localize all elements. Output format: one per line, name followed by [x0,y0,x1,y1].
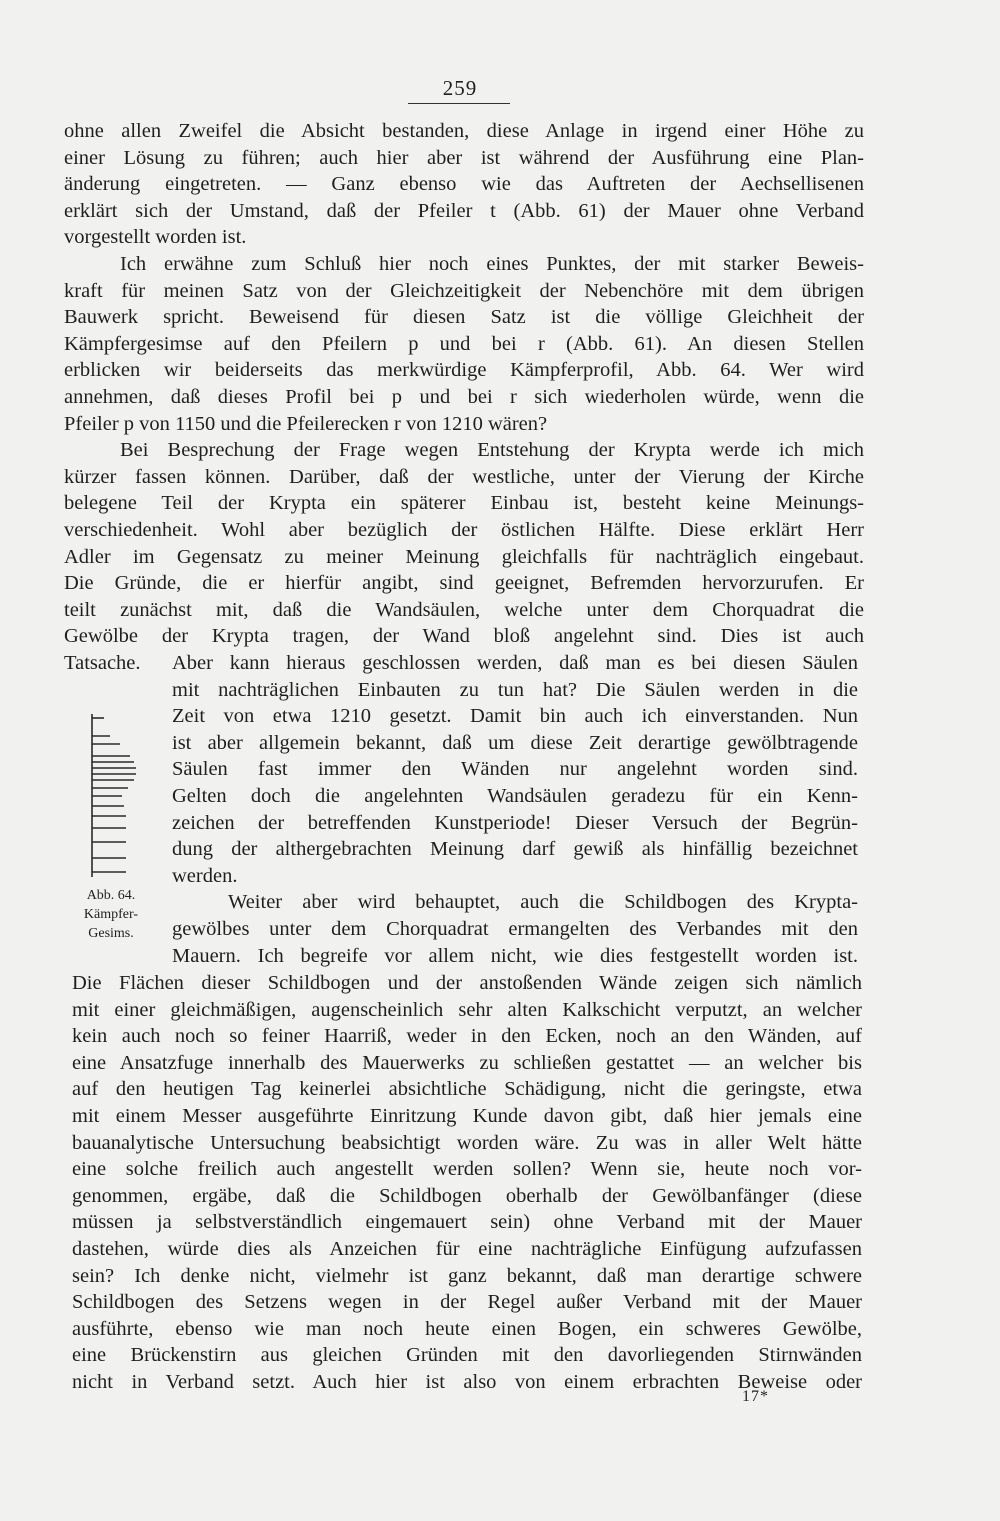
text-line: dung der althergebrachten Meinung darf gewiß als hinfällig bezeichnet [172,838,858,861]
text-line: sein? Ich denke nicht, vielmehr ist ganz bekannt, daß man derartige schwere [72,1264,862,1287]
text-line: auf den heutigen Tag keinerlei absichtliche Schädigung, nicht die geringste, etwa [72,1078,862,1101]
text-line: dastehen, würde dies als Anzeichen für eine nachträgliche Einfügung aufzufassen [72,1237,862,1260]
text-line: verschiedenheit. Wohl aber bezüglich der östlichen Hälfte. Diese erklärt Herr [64,518,864,541]
page-number-rule [408,103,510,104]
text-line: Die Flächen dieser Schildbogen und der anstoßenden Wände zeigen sich nämlich [72,972,862,994]
caption-line: Gesims. [88,926,134,941]
caption-line: Kämpfer- [83,907,139,922]
text-line: Die Gründe, die er hierfür angibt, sind geeignet, Befremden hervorzurufen. Er [64,572,864,595]
text-line: kraft für meinen Satz von der Gleichzeitigkeit der Nebenchöre mit dem übrigen [64,279,864,302]
text-line: mit einer gleichmäßigen, augenscheinlich sehr alten Kalkschicht verputzt, an welcher [72,998,862,1021]
text-line: kein auch noch so feiner Haarriß, weder in den Ecken, noch an den Wänden, auf [72,1025,862,1048]
text-line: Pfeiler p von 1150 und die Pfeilerecken r von 1210 wären? [64,412,548,435]
text-line: Säulen fast immer den Wänden nur angelehnt worden sind. [172,758,858,781]
text-line: Aber kann hieraus geschlossen werden, daß man es bei diesen Säulen [172,652,858,674]
text-line: Kämpfergesimse auf den Pfeilern p und bei r (Abb. 61). An diesen Stellen [64,332,864,355]
text-line: teilt zunächst mit, daß die Wandsäulen, welche unter dem Chorquadrat die [64,598,864,621]
text-line: mit nachträglichen Einbauten zu tun hat? Die Säulen werden in die [172,678,858,701]
text-line: änderung eingetreten. — Ganz ebenso wie das Auftreten der Aechsellisenen [64,173,864,196]
text-line: nicht in Verband setzt. Auch hier ist also von einem erbrachten Beweise oder [72,1370,862,1393]
page-number: 259 [442,76,478,100]
text-line: genommen, ergäbe, daß die Schildbogen oberhalb der Gewölbanfänger (diese [72,1184,862,1207]
text-line: zeichen der betreffenden Kunstperiode! Dieser Versuch der Begrün- [172,811,858,834]
text-line: Bei Besprechung der Frage wegen Entstehung der Krypta werde ich mich [120,439,864,462]
text-line: belegene Teil der Krypta ein späterer Einbau ist, besteht keine Meinungs- [64,492,864,515]
text-line: Zeit von etwa 1210 gesetzt. Damit bin auch ich einverstanden. Nun [172,705,858,728]
caption-line: Abb. 64. [86,888,136,903]
text-line: Schildbogen des Setzens wegen in der Regel außer Verband mit der Mauer [72,1291,862,1314]
text-line: annehmen, daß dieses Profil bei p und bei r sich wiederholen würde, wenn die [64,385,864,408]
text-line: gewölbes unter dem Chorquadrat ermangelten des Verbandes mit den [172,917,858,940]
text-line: einer Lösung zu führen; auch hier aber ist während der Ausführung eine Plan- [64,146,864,169]
text-line: ohne allen Zweifel die Absicht bestanden, diese Anlage in irgend einer Höhe zu [64,120,864,142]
text-line: eine Ansatzfuge innerhalb des Mauerwerks zu schließen gestattet — an welcher bis [72,1051,862,1074]
signature-mark: 17* [742,1388,769,1405]
text-line: mit einem Messer ausgeführte Einritzung Kunde davon gibt, daß hier jemals eine [72,1104,862,1127]
text-line: Gelten doch die angelehnten Wandsäulen geradezu für ein Kenn- [172,784,858,807]
text-line: Ich erwähne zum Schluß hier noch eines Punktes, der mit starker Beweis- [120,252,864,275]
text-block-beside-figure [172,650,858,969]
text-line: müssen ja selbstverständlich eingemauert sein) ohne Verband mit der Mauer [72,1211,862,1234]
figure-caption [66,886,156,943]
text-line: bauanalytische Untersuchung beabsichtigt worden wäre. Zu was in aller Welt hätte [72,1131,862,1154]
text-line: eine solche freilich auch angestellt werden sollen? Wenn sie, heute noch vor- [72,1158,862,1181]
text-line: kürzer fassen können. Darüber, daß der westliche, unter der Vierung der Kirche [64,465,864,488]
text-line: erblicken wir beiderseits das merkwürdige Kämpferprofil, Abb. 64. Wer wird [64,359,864,382]
text-line: Gewölbe der Krypta tragen, der Wand bloß angelehnt sind. Dies ist auch [64,625,864,648]
text-line: Mauern. Ich begreife vor allem nicht, wie dies festgestellt worden ist. [172,944,858,967]
text-block-top [64,118,864,676]
text-line: eine Brückenstirn aus gleichen Gründen mit den davorliegenden Stirnwänden [72,1344,862,1367]
text-line: ausführte, ebenso wie man noch heute einen Bogen, ein schweres Gewölbe, [72,1317,862,1340]
kaempfer-profile-figure [80,712,150,882]
text-line-tatsache: Tatsache. [64,651,141,674]
text-line: Bauwerk spricht. Beweisend für diesen Satz ist die völlige Gleichheit der [64,306,864,329]
text-line: erklärt sich der Umstand, daß der Pfeiler t (Abb. 61) der Mauer ohne Verband [64,199,864,222]
text-line: Adler im Gegensatz zu meiner Meinung gleichfalls für nachträglich eingebaut. [64,545,864,568]
text-line: vorgestellt worden ist. [64,226,247,249]
text-line: werden. [172,864,238,887]
text-block-bottom [72,970,862,1396]
text-line: ist aber allgemein bekannt, daß um diese Zeit derartige gewölbtragende [172,731,858,754]
text-line: Weiter aber wird behauptet, auch die Schildbogen des Krypta- [228,891,858,914]
